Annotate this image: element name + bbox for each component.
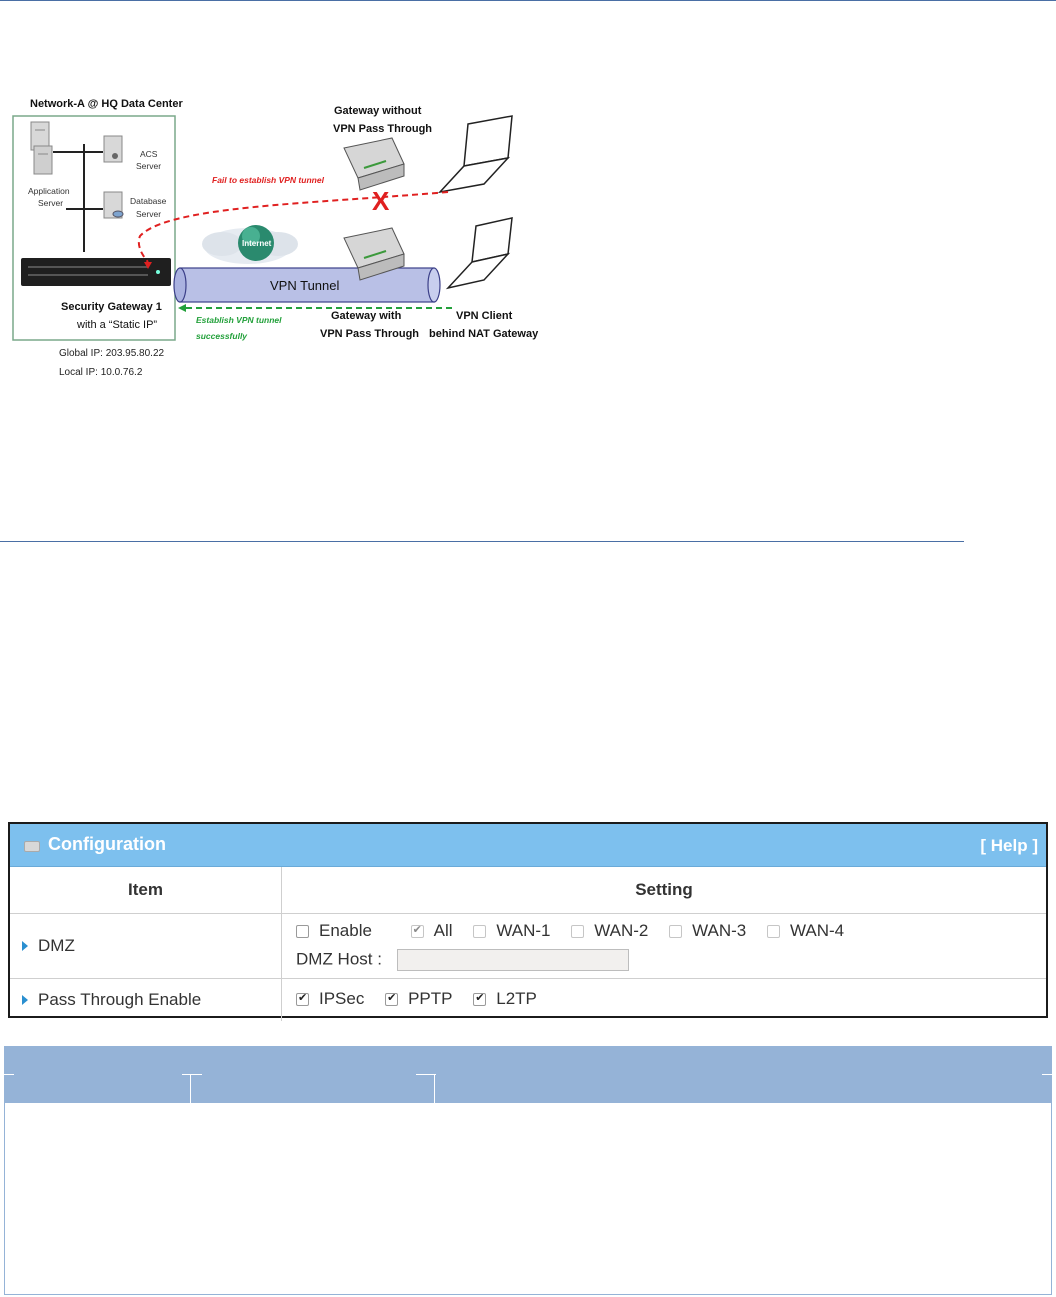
configuration-header [10, 824, 1046, 867]
tunnel-label: VPN Tunnel [270, 278, 340, 293]
acs-server-label-1: ACS [140, 149, 158, 159]
table-header-row [10, 867, 1046, 914]
ipsec-checkbox[interactable] [296, 993, 309, 1006]
dmz-row [10, 914, 1046, 979]
pptp-option[interactable] [385, 989, 452, 1009]
dmz-enable-option[interactable] [296, 921, 372, 941]
band-divider [190, 1074, 191, 1104]
dmz-wan4-label: WAN-4 [789, 921, 845, 941]
gw-with-2: VPN Pass Through [320, 328, 420, 340]
dmz-wan1-label: WAN-1 [496, 921, 551, 941]
configuration-panel [8, 822, 1048, 1018]
laptop-top-icon [440, 116, 512, 192]
dmz-wan3-option[interactable] [669, 921, 746, 941]
top-rule [0, 0, 1056, 1]
ipsec-option[interactable] [296, 989, 364, 1009]
pptp-label: PPTP [408, 989, 453, 1008]
panel-icon [24, 841, 40, 852]
internet-label: Internet [242, 239, 272, 248]
band-divider [4, 1074, 14, 1075]
configuration-table [10, 867, 1046, 1021]
dmz-wan4-checkbox[interactable] [767, 925, 780, 938]
acs-server-icon [104, 136, 122, 162]
gw-with-1: Gateway with [331, 310, 402, 322]
success-text-2: successfully [196, 331, 248, 341]
db-server-label-1: Database [130, 196, 167, 206]
gw-without-1: Gateway without [334, 105, 422, 117]
band-divider [434, 1074, 435, 1104]
setting-column-header: Setting [282, 867, 1047, 914]
dmz-wan2-checkbox[interactable] [571, 925, 584, 938]
gateway-without-icon [344, 138, 404, 190]
pass-through-item-cell [10, 979, 282, 1021]
laptop-bottom-icon [448, 218, 512, 288]
gateway-name: Security Gateway 1 [61, 301, 162, 313]
pass-through-row [10, 979, 1046, 1021]
dmz-all-option[interactable] [411, 921, 453, 941]
l2tp-option[interactable] [473, 989, 537, 1009]
dmz-wan2-option[interactable] [571, 921, 648, 941]
expand-arrow-icon [22, 995, 28, 1005]
global-ip: Global IP: 203.95.80.22 [59, 348, 165, 359]
dmz-wan1-option[interactable] [473, 921, 550, 941]
dmz-enable-label: Enable [319, 921, 372, 941]
dmz-wan3-label: WAN-3 [692, 921, 747, 941]
expand-arrow-icon [22, 941, 28, 951]
success-text-1: Establish VPN tunnel [196, 315, 282, 325]
pptp-checkbox[interactable] [385, 993, 398, 1006]
vpn-pass-through-diagram [8, 86, 552, 386]
fail-text: Fail to establish VPN tunnel [212, 175, 324, 185]
table-header-band [4, 1046, 1052, 1104]
dmz-wan1-checkbox[interactable] [473, 925, 486, 938]
vpn-client-2: behind NAT Gateway [429, 328, 539, 340]
l2tp-label: L2TP [496, 989, 537, 1008]
item-column-header: Item [10, 867, 282, 914]
ipsec-label: IPSec [319, 989, 365, 1008]
dmz-host-label: DMZ Host : [296, 949, 382, 969]
dmz-all-checkbox[interactable] [411, 925, 424, 938]
acs-server-label-2: Server [136, 161, 162, 171]
dmz-setting-cell [282, 914, 1047, 979]
dmz-wan2-label: WAN-2 [594, 921, 649, 941]
app-server-label-1: Application [28, 186, 70, 196]
app-server-label-2: Server [38, 198, 64, 208]
dmz-all-label: All [433, 921, 453, 941]
dmz-options [296, 921, 1045, 943]
dmz-enable-checkbox[interactable] [296, 925, 309, 938]
network-a-label: Network-A @ HQ Data Center [30, 98, 183, 110]
dmz-label: DMZ [38, 936, 75, 955]
band-divider [416, 1074, 436, 1075]
configuration-title: Configuration [48, 834, 166, 854]
pass-through-setting-cell [282, 979, 1047, 1021]
dmz-host-input[interactable] [397, 949, 629, 971]
bottom-content-box [4, 1103, 1052, 1295]
fail-mark: X [372, 186, 390, 216]
l2tp-checkbox[interactable] [473, 993, 486, 1006]
local-ip: Local IP: 10.0.76.2 [59, 367, 143, 378]
dmz-wan3-checkbox[interactable] [669, 925, 682, 938]
database-server-icon [104, 192, 123, 218]
section-rule [0, 541, 964, 542]
gw-without-2: VPN Pass Through [333, 123, 433, 135]
dmz-wan4-option[interactable] [767, 921, 844, 941]
dmz-item-cell [10, 914, 282, 979]
gateway-sub: with a “Static IP” [77, 319, 158, 331]
pass-through-label: Pass Through Enable [38, 989, 202, 1009]
vpn-client-1: VPN Client [456, 310, 513, 322]
application-server-icon [31, 122, 52, 174]
db-server-label-2: Server [136, 209, 162, 219]
band-divider [182, 1074, 202, 1075]
dmz-host-row [296, 949, 1045, 971]
help-link[interactable]: [ Help ] [980, 836, 1038, 855]
band-divider [1042, 1074, 1052, 1075]
